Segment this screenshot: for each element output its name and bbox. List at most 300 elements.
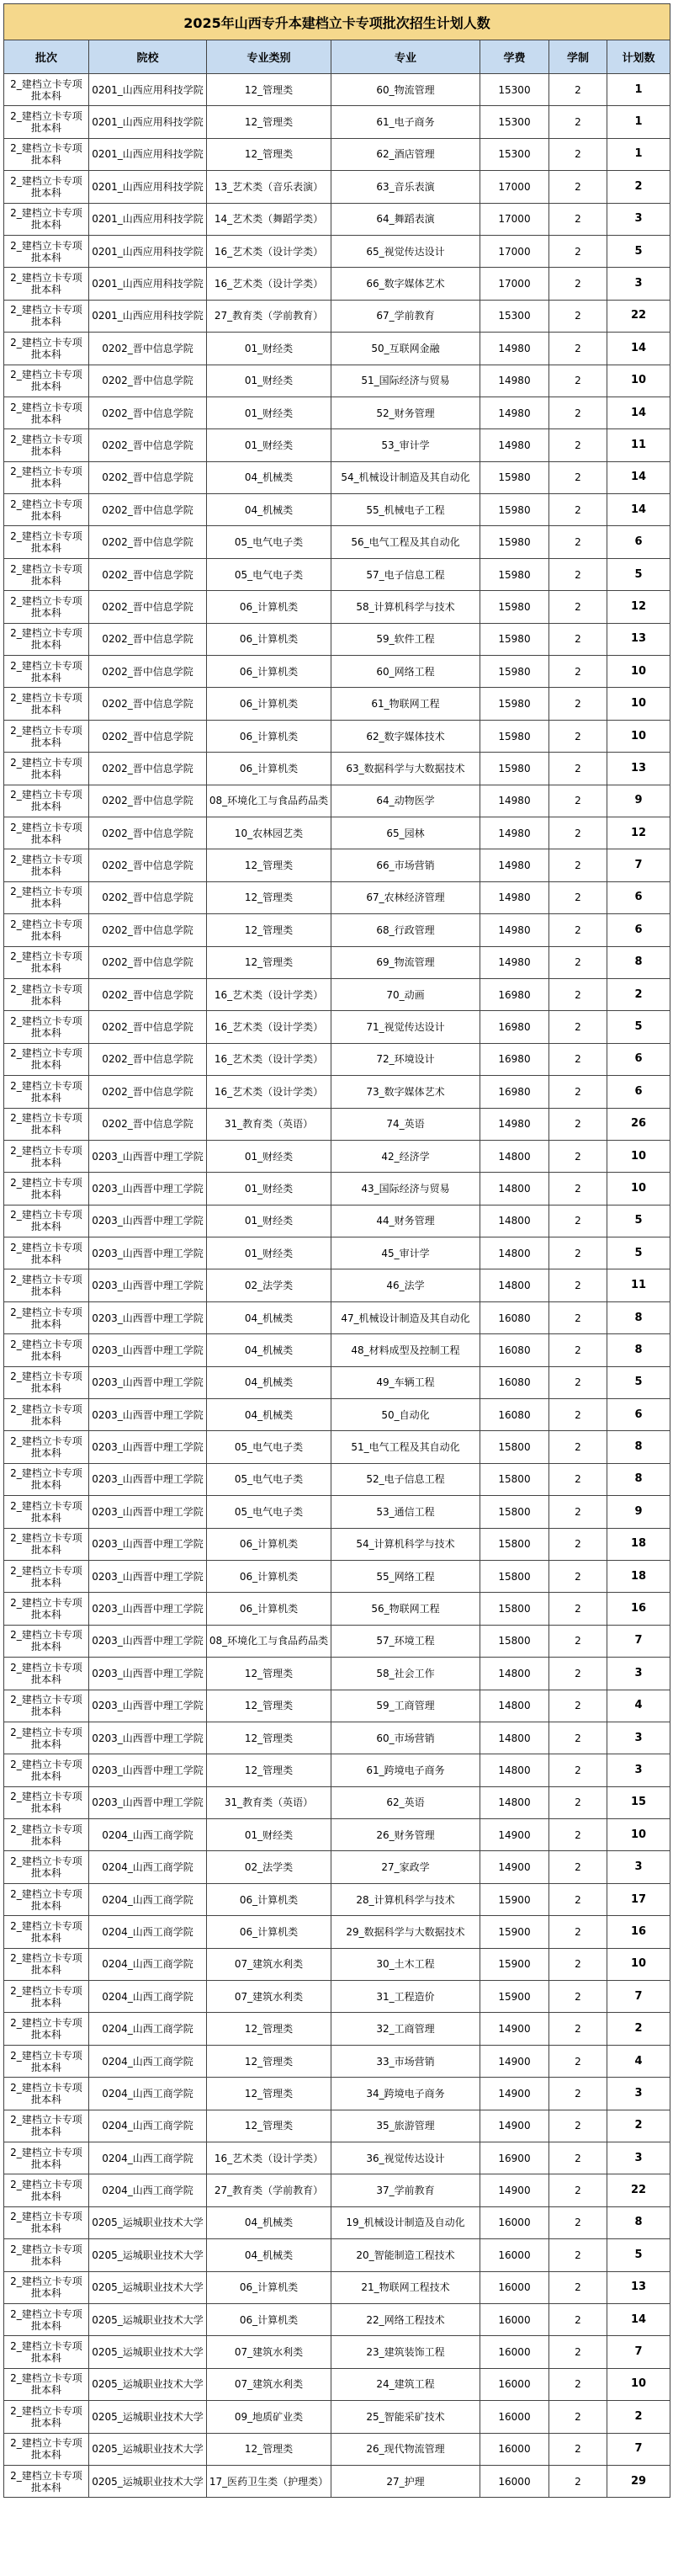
plan-count-cell: 3 — [607, 2142, 670, 2174]
table-row — [4, 2368, 670, 2400]
school-cell: 0203_山西晋中理工学院 — [89, 1269, 207, 1301]
tuition-cell: 14980 — [480, 1108, 549, 1140]
duration-cell: 2 — [549, 300, 607, 332]
school-cell: 0204_山西工商学院 — [89, 1981, 207, 2013]
tuition-cell: 14980 — [480, 333, 549, 365]
table-row — [4, 1948, 670, 1980]
tuition-cell: 15800 — [480, 1593, 549, 1625]
plan-count-cell: 1 — [607, 74, 670, 106]
plan-count-cell: 18 — [607, 1528, 670, 1560]
plan-count-cell: 8 — [607, 1301, 670, 1333]
tuition-cell: 14980 — [480, 817, 549, 849]
tuition-cell: 16000 — [480, 2401, 549, 2433]
table-row — [4, 1301, 670, 1333]
table-row — [4, 1625, 670, 1657]
major-cell: 37_学前教育 — [331, 2174, 480, 2206]
tuition-cell: 15300 — [480, 138, 549, 170]
table-row — [4, 1916, 670, 1948]
duration-cell: 2 — [549, 720, 607, 752]
school-cell: 0203_山西晋中理工学院 — [89, 1528, 207, 1560]
major-category-cell: 12_管理类 — [207, 1690, 331, 1722]
table-row — [4, 1399, 670, 1431]
major-category-cell: 16_艺术类（设计学类） — [207, 1011, 331, 1043]
school-cell: 0204_山西工商学院 — [89, 2078, 207, 2110]
table-row — [4, 2142, 670, 2174]
table-row — [4, 2465, 670, 2497]
batch-cell: 2_建档立卡专项批本科 — [4, 1496, 89, 1528]
school-cell: 0201_山西应用科技学院 — [89, 171, 207, 203]
plan-count-cell: 14 — [607, 397, 670, 428]
duration-cell: 2 — [549, 2239, 607, 2271]
plan-count-cell: 13 — [607, 623, 670, 655]
plan-count-cell: 10 — [607, 688, 670, 720]
plan-count-cell: 8 — [607, 2206, 670, 2238]
school-cell: 0203_山西晋中理工学院 — [89, 1625, 207, 1657]
batch-cell: 2_建档立卡专项批本科 — [4, 1981, 89, 2013]
major-category-cell: 07_建筑水利类 — [207, 2336, 331, 2368]
table-row — [4, 1366, 670, 1398]
batch-cell: 2_建档立卡专项批本科 — [4, 2303, 89, 2335]
batch-cell: 2_建档立卡专项批本科 — [4, 526, 89, 558]
table-row — [4, 300, 670, 332]
header-tuition: 学费 — [480, 40, 549, 74]
plan-count-cell: 5 — [607, 235, 670, 267]
school-cell: 0202_晋中信息学院 — [89, 817, 207, 849]
table-row — [4, 946, 670, 978]
tuition-cell: 15900 — [480, 1916, 549, 1948]
table-row — [4, 1108, 670, 1140]
batch-cell: 2_建档立卡专项批本科 — [4, 171, 89, 203]
duration-cell: 2 — [549, 978, 607, 1010]
major-category-cell: 13_艺术类（音乐表演） — [207, 171, 331, 203]
school-cell: 0202_晋中信息学院 — [89, 656, 207, 688]
plan-count-cell: 2 — [607, 2013, 670, 2045]
table-row — [4, 720, 670, 752]
major-category-cell: 06_计算机类 — [207, 720, 331, 752]
school-cell: 0203_山西晋中理工学院 — [89, 1722, 207, 1754]
duration-cell: 2 — [549, 365, 607, 397]
school-cell: 0205_运城职业技术大学 — [89, 2336, 207, 2368]
table-row — [4, 591, 670, 623]
school-cell: 0205_运城职业技术大学 — [89, 2368, 207, 2400]
plan-count-cell: 5 — [607, 1205, 670, 1237]
duration-cell: 2 — [549, 2303, 607, 2335]
tuition-cell: 17000 — [480, 235, 549, 267]
major-cell: 63_音乐表演 — [331, 171, 480, 203]
major-cell: 55_机械电子工程 — [331, 494, 480, 526]
school-cell: 0204_山西工商学院 — [89, 1916, 207, 1948]
duration-cell: 2 — [549, 881, 607, 913]
duration-cell: 2 — [549, 1076, 607, 1108]
batch-cell: 2_建档立卡专项批本科 — [4, 2013, 89, 2045]
major-category-cell: 04_机械类 — [207, 2206, 331, 2238]
duration-cell: 2 — [549, 2206, 607, 2238]
school-cell: 0202_晋中信息学院 — [89, 623, 207, 655]
batch-cell: 2_建档立卡专项批本科 — [4, 2239, 89, 2271]
plan-count-cell: 9 — [607, 1496, 670, 1528]
duration-cell: 2 — [549, 333, 607, 365]
major-category-cell: 06_计算机类 — [207, 591, 331, 623]
school-cell: 0204_山西工商学院 — [89, 1948, 207, 1980]
plan-count-cell: 14 — [607, 461, 670, 493]
major-category-cell: 07_建筑水利类 — [207, 2368, 331, 2400]
duration-cell: 2 — [549, 494, 607, 526]
table-row — [4, 1431, 670, 1463]
duration-cell: 2 — [549, 785, 607, 817]
header-major-category: 专业类别 — [207, 40, 331, 74]
duration-cell: 2 — [549, 914, 607, 946]
duration-cell: 2 — [549, 268, 607, 300]
major-category-cell: 04_机械类 — [207, 2239, 331, 2271]
major-cell: 27_护理 — [331, 2465, 480, 2497]
major-category-cell: 12_管理类 — [207, 2110, 331, 2142]
duration-cell: 2 — [549, 849, 607, 881]
major-category-cell: 01_财经类 — [207, 397, 331, 428]
plan-count-cell: 11 — [607, 429, 670, 461]
major-cell: 29_数据科学与大数据技术 — [331, 1916, 480, 1948]
plan-count-cell: 7 — [607, 2433, 670, 2465]
header-row — [4, 40, 670, 74]
batch-cell: 2_建档立卡专项批本科 — [4, 1463, 89, 1495]
duration-cell: 2 — [549, 2078, 607, 2110]
duration-cell: 2 — [549, 1043, 607, 1075]
school-cell: 0204_山西工商学院 — [89, 2174, 207, 2206]
plan-count-cell: 3 — [607, 2078, 670, 2110]
batch-cell: 2_建档立卡专项批本科 — [4, 946, 89, 978]
table-row — [4, 978, 670, 1010]
table-row — [4, 1140, 670, 1172]
tuition-cell: 14900 — [480, 1819, 549, 1851]
plan-count-cell: 3 — [607, 1722, 670, 1754]
major-cell: 68_行政管理 — [331, 914, 480, 946]
school-cell: 0202_晋中信息学院 — [89, 914, 207, 946]
tuition-cell: 14800 — [480, 1269, 549, 1301]
table-row — [4, 2239, 670, 2271]
major-category-cell: 16_艺术类（设计学类） — [207, 2142, 331, 2174]
batch-cell: 2_建档立卡专项批本科 — [4, 1108, 89, 1140]
plan-count-cell: 10 — [607, 1948, 670, 1980]
header-duration: 学制 — [549, 40, 607, 74]
major-cell: 63_数据科学与大数据技术 — [331, 753, 480, 785]
major-cell: 60_网络工程 — [331, 656, 480, 688]
major-category-cell: 01_财经类 — [207, 1205, 331, 1237]
plan-count-cell: 4 — [607, 1690, 670, 1722]
major-cell: 44_财务管理 — [331, 1205, 480, 1237]
batch-cell: 2_建档立卡专项批本科 — [4, 2368, 89, 2400]
school-cell: 0202_晋中信息学院 — [89, 461, 207, 493]
major-category-cell: 06_计算机类 — [207, 2303, 331, 2335]
duration-cell: 2 — [549, 1431, 607, 1463]
table-row — [4, 1658, 670, 1690]
table-row — [4, 1560, 670, 1592]
table-row — [4, 1690, 670, 1722]
plan-count-cell: 16 — [607, 1593, 670, 1625]
major-cell: 24_建筑工程 — [331, 2368, 480, 2400]
major-category-cell: 16_艺术类（设计学类） — [207, 1043, 331, 1075]
duration-cell: 2 — [549, 1528, 607, 1560]
tuition-cell: 16000 — [480, 2271, 549, 2303]
major-cell: 62_英语 — [331, 1786, 480, 1818]
major-category-cell: 06_计算机类 — [207, 1593, 331, 1625]
school-cell: 0204_山西工商学院 — [89, 1819, 207, 1851]
major-category-cell: 12_管理类 — [207, 849, 331, 881]
duration-cell: 2 — [549, 1560, 607, 1592]
major-category-cell: 12_管理类 — [207, 1754, 331, 1786]
major-category-cell: 12_管理类 — [207, 2078, 331, 2110]
plan-count-cell: 2 — [607, 2110, 670, 2142]
duration-cell: 2 — [549, 2142, 607, 2174]
plan-count-cell: 3 — [607, 1658, 670, 1690]
tuition-cell: 15800 — [480, 1496, 549, 1528]
school-cell: 0202_晋中信息学院 — [89, 591, 207, 623]
school-cell: 0203_山西晋中理工学院 — [89, 1463, 207, 1495]
school-cell: 0204_山西工商学院 — [89, 1883, 207, 1915]
major-cell: 58_计算机科学与技术 — [331, 591, 480, 623]
school-cell: 0203_山西晋中理工学院 — [89, 1690, 207, 1722]
major-category-cell: 12_管理类 — [207, 2013, 331, 2045]
school-cell: 0203_山西晋中理工学院 — [89, 1301, 207, 1333]
major-category-cell: 05_电气电子类 — [207, 558, 331, 590]
major-category-cell: 12_管理类 — [207, 914, 331, 946]
batch-cell: 2_建档立卡专项批本科 — [4, 1754, 89, 1786]
major-cell: 56_物联网工程 — [331, 1593, 480, 1625]
school-cell: 0201_山西应用科技学院 — [89, 106, 207, 138]
plan-count-cell: 9 — [607, 785, 670, 817]
batch-cell: 2_建档立卡专项批本科 — [4, 591, 89, 623]
plan-count-cell: 2 — [607, 171, 670, 203]
batch-cell: 2_建档立卡专项批本科 — [4, 2078, 89, 2110]
major-cell: 52_财务管理 — [331, 397, 480, 428]
batch-cell: 2_建档立卡专项批本科 — [4, 138, 89, 170]
major-category-cell: 12_管理类 — [207, 1658, 331, 1690]
batch-cell: 2_建档立卡专项批本科 — [4, 1173, 89, 1205]
tuition-cell: 15800 — [480, 1431, 549, 1463]
table-row — [4, 656, 670, 688]
tuition-cell: 14980 — [480, 365, 549, 397]
school-cell: 0203_山西晋中理工学院 — [89, 1593, 207, 1625]
major-cell: 26_财务管理 — [331, 1819, 480, 1851]
plan-count-cell: 14 — [607, 333, 670, 365]
tuition-cell: 15980 — [480, 494, 549, 526]
table-row — [4, 2433, 670, 2465]
table-row — [4, 1593, 670, 1625]
table-row — [4, 1786, 670, 1818]
duration-cell: 2 — [549, 235, 607, 267]
batch-cell: 2_建档立卡专项批本科 — [4, 2271, 89, 2303]
duration-cell: 2 — [549, 558, 607, 590]
table-row — [4, 1205, 670, 1237]
table-row — [4, 2013, 670, 2045]
header-plan-count: 计划数 — [607, 40, 670, 74]
plan-count-cell: 4 — [607, 2045, 670, 2077]
school-cell: 0202_晋中信息学院 — [89, 753, 207, 785]
major-cell: 65_园林 — [331, 817, 480, 849]
duration-cell: 2 — [549, 1366, 607, 1398]
tuition-cell: 16980 — [480, 978, 549, 1010]
table-row — [4, 1496, 670, 1528]
school-cell: 0203_山西晋中理工学院 — [89, 1560, 207, 1592]
batch-cell: 2_建档立卡专项批本科 — [4, 558, 89, 590]
school-cell: 0204_山西工商学院 — [89, 2142, 207, 2174]
plan-count-cell: 3 — [607, 268, 670, 300]
plan-count-cell: 10 — [607, 1173, 670, 1205]
plan-count-cell: 10 — [607, 2368, 670, 2400]
tuition-cell: 15300 — [480, 300, 549, 332]
school-cell: 0203_山西晋中理工学院 — [89, 1334, 207, 1366]
plan-count-cell: 8 — [607, 1334, 670, 1366]
tuition-cell: 15800 — [480, 1528, 549, 1560]
table-row — [4, 1851, 670, 1883]
tuition-cell: 14980 — [480, 881, 549, 913]
tuition-cell: 16080 — [480, 1334, 549, 1366]
duration-cell: 2 — [549, 1301, 607, 1333]
plan-count-cell: 5 — [607, 558, 670, 590]
table-row — [4, 171, 670, 203]
batch-cell: 2_建档立卡专项批本科 — [4, 1851, 89, 1883]
table-row — [4, 2110, 670, 2142]
batch-cell: 2_建档立卡专项批本科 — [4, 2174, 89, 2206]
tuition-cell: 16080 — [480, 1301, 549, 1333]
major-category-cell: 06_计算机类 — [207, 2271, 331, 2303]
batch-cell: 2_建档立卡专项批本科 — [4, 1237, 89, 1269]
table-row — [4, 2303, 670, 2335]
batch-cell: 2_建档立卡专项批本科 — [4, 720, 89, 752]
plan-count-cell: 16 — [607, 1916, 670, 1948]
school-cell: 0201_山西应用科技学院 — [89, 268, 207, 300]
major-category-cell: 16_艺术类（设计学类） — [207, 1076, 331, 1108]
major-category-cell: 04_机械类 — [207, 461, 331, 493]
plan-count-cell: 5 — [607, 1366, 670, 1398]
major-cell: 70_动画 — [331, 978, 480, 1010]
duration-cell: 2 — [549, 1690, 607, 1722]
tuition-cell: 15800 — [480, 1463, 549, 1495]
table-row — [4, 688, 670, 720]
batch-cell: 2_建档立卡专项批本科 — [4, 2433, 89, 2465]
major-cell: 55_网络工程 — [331, 1560, 480, 1592]
duration-cell: 2 — [549, 171, 607, 203]
major-cell: 51_国际经济与贸易 — [331, 365, 480, 397]
table-row — [4, 817, 670, 849]
school-cell: 0202_晋中信息学院 — [89, 1108, 207, 1140]
duration-cell: 2 — [549, 1496, 607, 1528]
major-cell: 67_学前教育 — [331, 300, 480, 332]
header-batch: 批次 — [4, 40, 89, 74]
duration-cell: 2 — [549, 397, 607, 428]
table-row — [4, 1819, 670, 1851]
batch-cell: 2_建档立卡专项批本科 — [4, 914, 89, 946]
batch-cell: 2_建档立卡专项批本科 — [4, 1786, 89, 1818]
school-cell: 0201_山西应用科技学院 — [89, 138, 207, 170]
duration-cell: 2 — [549, 1625, 607, 1657]
tuition-cell: 15980 — [480, 656, 549, 688]
major-category-cell: 01_财经类 — [207, 365, 331, 397]
batch-cell: 2_建档立卡专项批本科 — [4, 74, 89, 106]
table-row — [4, 1528, 670, 1560]
duration-cell: 2 — [549, 2271, 607, 2303]
duration-cell: 2 — [549, 1948, 607, 1980]
school-cell: 0201_山西应用科技学院 — [89, 74, 207, 106]
tuition-cell: 16980 — [480, 1043, 549, 1075]
header-school: 院校 — [89, 40, 207, 74]
batch-cell: 2_建档立卡专项批本科 — [4, 1334, 89, 1366]
major-cell: 56_电气工程及其自动化 — [331, 526, 480, 558]
batch-cell: 2_建档立卡专项批本科 — [4, 268, 89, 300]
tuition-cell: 16080 — [480, 1399, 549, 1431]
tuition-cell: 14800 — [480, 1237, 549, 1269]
major-cell: 50_自动化 — [331, 1399, 480, 1431]
plan-count-cell: 11 — [607, 1269, 670, 1301]
batch-cell: 2_建档立卡专项批本科 — [4, 1560, 89, 1592]
batch-cell: 2_建档立卡专项批本科 — [4, 1658, 89, 1690]
table-row — [4, 74, 670, 106]
major-cell: 67_农林经济管理 — [331, 881, 480, 913]
major-cell: 34_跨境电子商务 — [331, 2078, 480, 2110]
plan-count-cell: 1 — [607, 138, 670, 170]
duration-cell: 2 — [549, 2013, 607, 2045]
table-row — [4, 1011, 670, 1043]
plan-count-cell: 22 — [607, 300, 670, 332]
duration-cell: 2 — [549, 1754, 607, 1786]
duration-cell: 2 — [549, 1463, 607, 1495]
batch-cell: 2_建档立卡专项批本科 — [4, 1819, 89, 1851]
plan-count-cell: 10 — [607, 1819, 670, 1851]
tuition-cell: 15300 — [480, 74, 549, 106]
school-cell: 0205_运城职业技术大学 — [89, 2206, 207, 2238]
tuition-cell: 14900 — [480, 2045, 549, 2077]
school-cell: 0202_晋中信息学院 — [89, 365, 207, 397]
major-category-cell: 12_管理类 — [207, 2433, 331, 2465]
major-category-cell: 06_计算机类 — [207, 1916, 331, 1948]
tuition-cell: 14900 — [480, 1851, 549, 1883]
tuition-cell: 14800 — [480, 1140, 549, 1172]
major-category-cell: 06_计算机类 — [207, 1883, 331, 1915]
batch-cell: 2_建档立卡专项批本科 — [4, 1366, 89, 1398]
major-cell: 53_通信工程 — [331, 1496, 480, 1528]
major-cell: 62_酒店管理 — [331, 138, 480, 170]
school-cell: 0203_山西晋中理工学院 — [89, 1237, 207, 1269]
duration-cell: 2 — [549, 1237, 607, 1269]
school-cell: 0202_晋中信息学院 — [89, 494, 207, 526]
major-cell: 31_工程造价 — [331, 1981, 480, 2013]
table-row — [4, 429, 670, 461]
table-row — [4, 333, 670, 365]
batch-cell: 2_建档立卡专项批本科 — [4, 881, 89, 913]
major-cell: 22_网络工程技术 — [331, 2303, 480, 2335]
table-row — [4, 2078, 670, 2110]
batch-cell: 2_建档立卡专项批本科 — [4, 1076, 89, 1108]
batch-cell: 2_建档立卡专项批本科 — [4, 623, 89, 655]
header-major: 专业 — [331, 40, 480, 74]
duration-cell: 2 — [549, 461, 607, 493]
plan-count-cell: 13 — [607, 753, 670, 785]
batch-cell: 2_建档立卡专项批本科 — [4, 1916, 89, 1948]
major-category-cell: 05_电气电子类 — [207, 1463, 331, 1495]
school-cell: 0202_晋中信息学院 — [89, 397, 207, 428]
plan-count-cell: 6 — [607, 1043, 670, 1075]
duration-cell: 2 — [549, 106, 607, 138]
major-category-cell: 12_管理类 — [207, 881, 331, 913]
batch-cell: 2_建档立卡专项批本科 — [4, 333, 89, 365]
table-row — [4, 235, 670, 267]
batch-cell: 2_建档立卡专项批本科 — [4, 817, 89, 849]
duration-cell: 2 — [549, 1593, 607, 1625]
duration-cell: 2 — [549, 656, 607, 688]
tuition-cell: 14800 — [480, 1754, 549, 1786]
table-row — [4, 849, 670, 881]
major-category-cell: 08_环境化工与食品药品类 — [207, 785, 331, 817]
duration-cell: 2 — [549, 2401, 607, 2433]
table-row — [4, 2174, 670, 2206]
